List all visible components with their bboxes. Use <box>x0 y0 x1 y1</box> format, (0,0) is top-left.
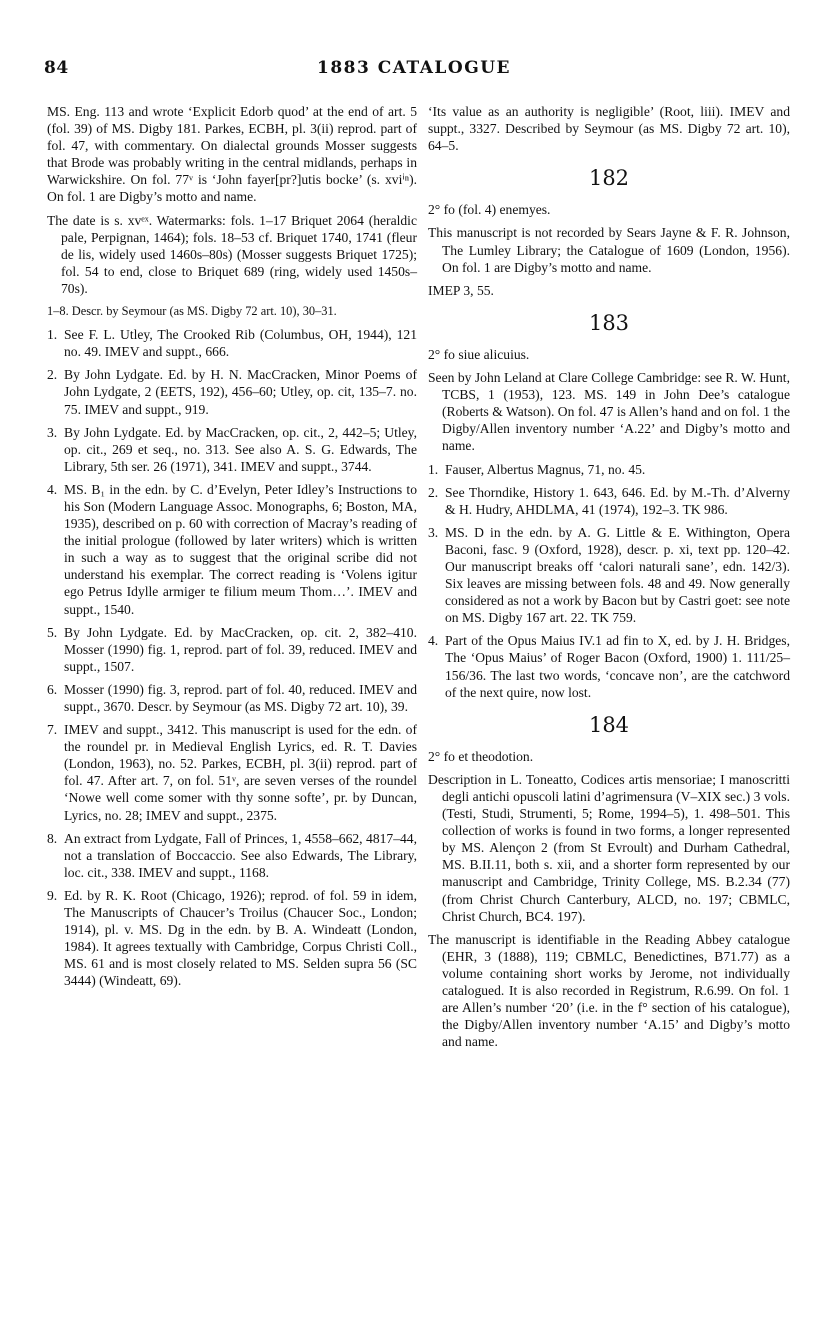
item-text: By John Lydgate. Ed. by MacCracken, op. cit., 2, 442–5; Utley, op. cit., 269 et seq., no. 313. See also A. S. G. Edwards, The Library, 5th ser. 26 (1971), 341. IMEV and suppt., 3744. <box>64 424 417 474</box>
left-column <box>47 103 417 996</box>
continued-paragraph: MS. Eng. 113 and wrote ‘Explicit Edorb quod’ at the end of art. 5 (fol. 39) of MS. Digby 181. Parkes, ECBH, pl. 3(ii) reprod. part of fol. 47, with commentary. On dialectal grounds Mosser suggests that Brode was probably writing in the central midlands, perhaps in Warwickshire. On fol. 77ᵛ is ‘John fayer[pr?]utis bocke’ (s. xviⁱⁿ). On fol. 1 are Digby’s motto and name. <box>47 104 417 205</box>
description-note: 1–8. Descr. by Seymour (as MS. Digby 72 art. 10), 30–31. <box>47 304 337 319</box>
item-number: 2. <box>47 367 58 383</box>
list-item <box>47 366 417 417</box>
item-text: Fauser, Albertus Magnus, 71, no. 45. <box>445 461 646 477</box>
item-number: 3. <box>428 524 439 540</box>
entry-paragraph: The manuscript is identifiable in the Reading Abbey catalogue (EHR, 3 (1888), 119; CBMLC, Benedictines, B71.77) as a volume containing short works by Jerome, not individually catalogued. It is also recorded in Registrum, R.6.99. On fol. 1 are Allen’s number ‘20’ (i.e. in the f° section of his catalogue), the Digby/Allen inventory number ‘A.15’ and Digby’s motto and name. <box>428 931 790 1050</box>
list-item <box>47 326 417 360</box>
entry-number-182: 182 <box>588 166 630 191</box>
date-paragraph: The date is s. xvᵉˣ. Watermarks: fols. 1–17 Briquet 2064 (heraldic pale, Perpignan, 1464); fols. 18–53 cf. Briquet 1740, 1741 (fleur de lis, widely used 1460s–80s) (Mosser suggests Briquet 1725); fol. 54 to end, close to Briquet 689 (ring, widely used 1450s–70s). <box>47 212 417 296</box>
item-number: 6. <box>47 681 58 697</box>
item-text: By John Lydgate. Ed. by MacCracken, op. cit. 2, 382–410. Mosser (1990) fig. 1, reprod. part of fol. 39, reduced. IMEV and suppt., 1507. <box>64 624 417 674</box>
item-number: 9. <box>47 887 58 903</box>
page-number: 84 <box>44 58 69 78</box>
list-item <box>47 481 417 618</box>
list-item <box>47 624 417 675</box>
item-number: 5. <box>47 624 58 640</box>
list-item <box>47 721 417 824</box>
item-text: See F. L. Utley, The Crooked Rib (Columbus, OH, 1944), 121 no. 49. IMEV and suppt., 666. <box>64 327 417 360</box>
list-item <box>47 681 417 715</box>
list-item <box>428 484 790 518</box>
item-text: IMEV and suppt., 3412. This manuscript is used for the edn. of the roundel pr. in Medieval English Lyrics, ed. R. T. Davies (London, 1963), no. 52. Parkes, ECBH, pl. 3(ii) reprod. part of fol. 47. After art. 7, on fol. 51ᵛ, are seven verses of the roundel ‘Nowe well come somer with thy sonne softe’, pr. by Duncan, Lyrics, no. 28; IMEV and suppt., 2375. <box>64 722 417 823</box>
entry-paragraph: Description in L. Toneatto, Codices artis mensoriae; I manoscritti degli antichi opuscoli latini d’agrimensura (V–XIX sec.) 3 vols. (Testi, Studi, Strumenti, 5; Rome, 1994–5), 1. 498–501. This collection of works is found in two forms, a longer represented by MS. Alençon 2 (from St Evroult) and Durham Cathedral, MS. B.II.11, both s. xii, and a shorter form represented by our manuscript and Cambridge, Trinity College, MS. B.2.34 (77) (from Christ Church Canterbury, ALCD, no. 197; CBMLC, Christ Church, BC4. 197). <box>428 771 790 924</box>
page-header <box>40 58 788 82</box>
item-number: 4. <box>428 633 439 649</box>
item-number: 4. <box>47 481 58 497</box>
entry-reference: IMEP 3, 55. <box>428 282 494 298</box>
list-item <box>428 524 790 627</box>
item-number: 2. <box>428 484 439 500</box>
continued-paragraph: ‘Its value as an authority is negligible’ (Root, liii). IMEV and suppt., 3327. Described by Seymour (as MS. Digby 72 art. 10), 64–5. <box>428 104 790 154</box>
item-text: Ed. by R. K. Root (Chicago, 1926); reprod. of fol. 59 in idem, The Manuscripts of Chaucer’s Troilus (Chaucer Soc., London; 1914), pl. v. MS. Dg in the edn. by B. A. Windeatt (London, 1984). It agrees textually with Cambridge, Corpus Christi Coll., MS. 61 and is most closely related to MS. Selden supra 56 (SC 3444) (Windeatt, 69). <box>64 887 417 989</box>
item-text: An extract from Lydgate, Fall of Princes, 1, 4558–662, 4817–44, not a translation of Boccaccio. See also Edwards, The Library, loc. cit., 338. IMEV and suppt., 1168. <box>64 830 417 880</box>
item-number: 1. <box>428 461 439 477</box>
list-item <box>47 830 417 881</box>
item-number: 1. <box>47 327 58 343</box>
item-number: 7. <box>47 722 58 738</box>
item-text: See Thorndike, History 1. 643, 646. Ed. by M.-Th. d’Alverny & H. Hudry, AHDLMA, 41 (1974), 192–3. TK 986. <box>445 484 790 517</box>
list-item <box>428 632 790 700</box>
item-text: Mosser (1990) fig. 3, reprod. part of fol. 40, reduced. IMEV and suppt., 3670. Descr. by Seymour (as MS. Digby 72 art. 10), 39. <box>64 681 417 714</box>
secundo-folio: 2° fo (fol. 4) enemyes. <box>428 202 551 218</box>
item-number: 3. <box>47 424 58 440</box>
secundo-folio: 2° fo siue alicuius. <box>428 346 530 362</box>
running-head: 1883 CATALOGUE <box>317 58 511 78</box>
right-column <box>428 103 790 1056</box>
list-item <box>428 461 790 478</box>
item-text: MS. B₁ in the edn. by C. d’Evelyn, Peter Idley’s Instructions to his Son (Modern Language Assoc. Monographs, 6; Boston, MA, 1935), described on p. 60 with correction of Macray’s reading of the initial prologue (followed by later writers) which is written in such a way as to suggest that the original scribe did not understand his exemplar. The correct reading is ‘Volens igitur ego Petrus Idylle armiger te filium meum Thom…’. IMEV and suppt., 1540. <box>64 481 417 617</box>
secundo-folio: 2° fo et theodotion. <box>428 748 534 764</box>
entry-paragraph: Seen by John Leland at Clare College Cambridge: see R. W. Hunt, TCBS, 1 (1953), 123. MS. 149 in John Dee’s catalogue (Roberts & Watson). On fol. 47 is Allen’s hand and on fol. 1 the Digby/Allen inventory number ‘A.22’ and Digby’s motto and name. <box>428 370 790 454</box>
entry-number-183: 183 <box>588 310 630 335</box>
item-text: Part of the Opus Maius IV.1 ad fin to X, ed. by J. H. Bridges, The ‘Opus Maius’ of Roger Bacon (Oxford, 1900) 1. 111/25–156/36. The last two words, ‘concave non’, are the catchword of the next quire, now lost. <box>445 633 790 700</box>
list-item <box>47 424 417 475</box>
entry-number-184: 184 <box>588 712 630 737</box>
item-text: MS. D in the edn. by A. G. Little & E. Withington, Opera Baconi, fasc. 9 (Oxford, 1928), descr. p. xi, text pp. 120–42. Our manuscript breaks off ‘calori naturali sane’, edn. 142/3). Six leaves are missing between fols. 48 and 49. Now generally considered as not a work by Bacon but by Castri goet: see note on MS. Digby 167 art. 22. TK 759. <box>445 524 790 626</box>
entry-paragraph: This manuscript is not recorded by Sears Jayne & F. R. Johnson, The Lumley Library; the Catalogue of 1609 (London, 1956). On fol. 1 are Digby’s motto and name. <box>428 225 790 275</box>
item-text: By John Lydgate. Ed. by H. N. MacCracken, Minor Poems of John Lydgate, 2 (EETS, 192), 456–60; Utley, op. cit, 135–7. no. 75. IMEV and suppt., 919. <box>64 367 417 417</box>
item-number: 8. <box>47 830 58 846</box>
list-item <box>47 887 417 990</box>
